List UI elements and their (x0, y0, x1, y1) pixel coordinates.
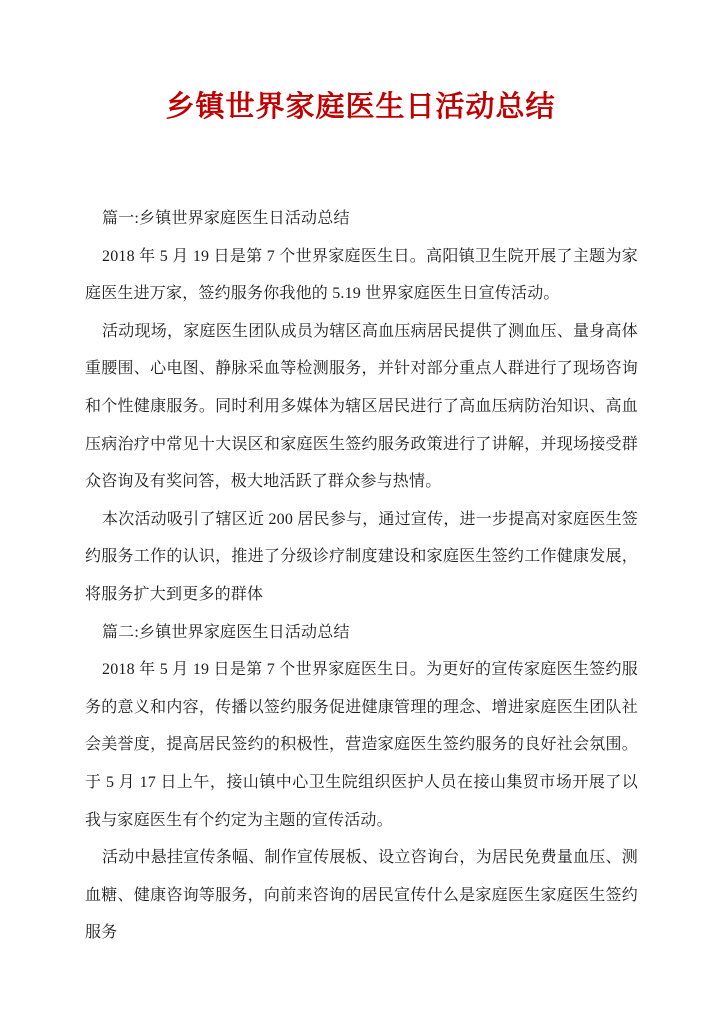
document-title: 乡镇世界家庭医生日活动总结 (165, 91, 556, 123)
paragraph-6: 2018 年 5 月 19 日是第 7 个世界家庭医生日。为更好的宣传家庭医生签约服务的意义和内容，传播以签约服务促进健康管理的理念、增进家庭医生团队社会美誉度，提高居民签约的积极性，营造家庭医生签约服务的良好社会氛围。于 5 月 17 日上午，接山镇中心卫生院组织医护人员在接山集贸市场开展了以我与家庭医生有个约定为主题的宣传活动。 (85, 661, 638, 829)
paragraph-2: 2018 年 5 月 19 日是第 7 个世界家庭医生日。高阳镇卫生院开展了主题为家庭医生进万家，签约服务你我他的 5.19 世界家庭医生日宣传活动。 (85, 247, 638, 303)
paragraph-7: 活动中悬挂宣传条幅、制作宣传展板、设立咨询台，为居民免费量血压、测血糖、健康咨询等服务，向前来咨询的居民宣传什么是家庭医生家庭医生签约服务 (85, 849, 638, 942)
paragraph-1: 篇一:乡镇世界家庭医生日活动总结 (102, 210, 350, 227)
paragraph-4: 本次活动吸引了辖区近 200 居民参与，通过宣传，进一步提高对家庭医生签约服务工作的认识，推进了分级诊疗制度建设和家庭医生签约工作健康发展，将服务扩大到更多的群体 (85, 510, 638, 603)
paragraph-3: 活动现场，家庭医生团队成员为辖区高血压病居民提供了测血压、量身高体重腰围、心电图、静脉采血等检测服务，并针对部分重点人群进行了现场咨询和个性健康服务。同时利用多媒体为辖区居民进行了高血压病防治知识、高血压病治疗中常见十大误区和家庭医生签约服务政策进行了讲解，并现场接受群众咨询及有奖问答，极大地活跃了群众参与热情。 (85, 322, 638, 491)
paragraph-5: 篇二:乡镇世界家庭医生日活动总结 (102, 623, 350, 641)
document-body (85, 200, 638, 952)
